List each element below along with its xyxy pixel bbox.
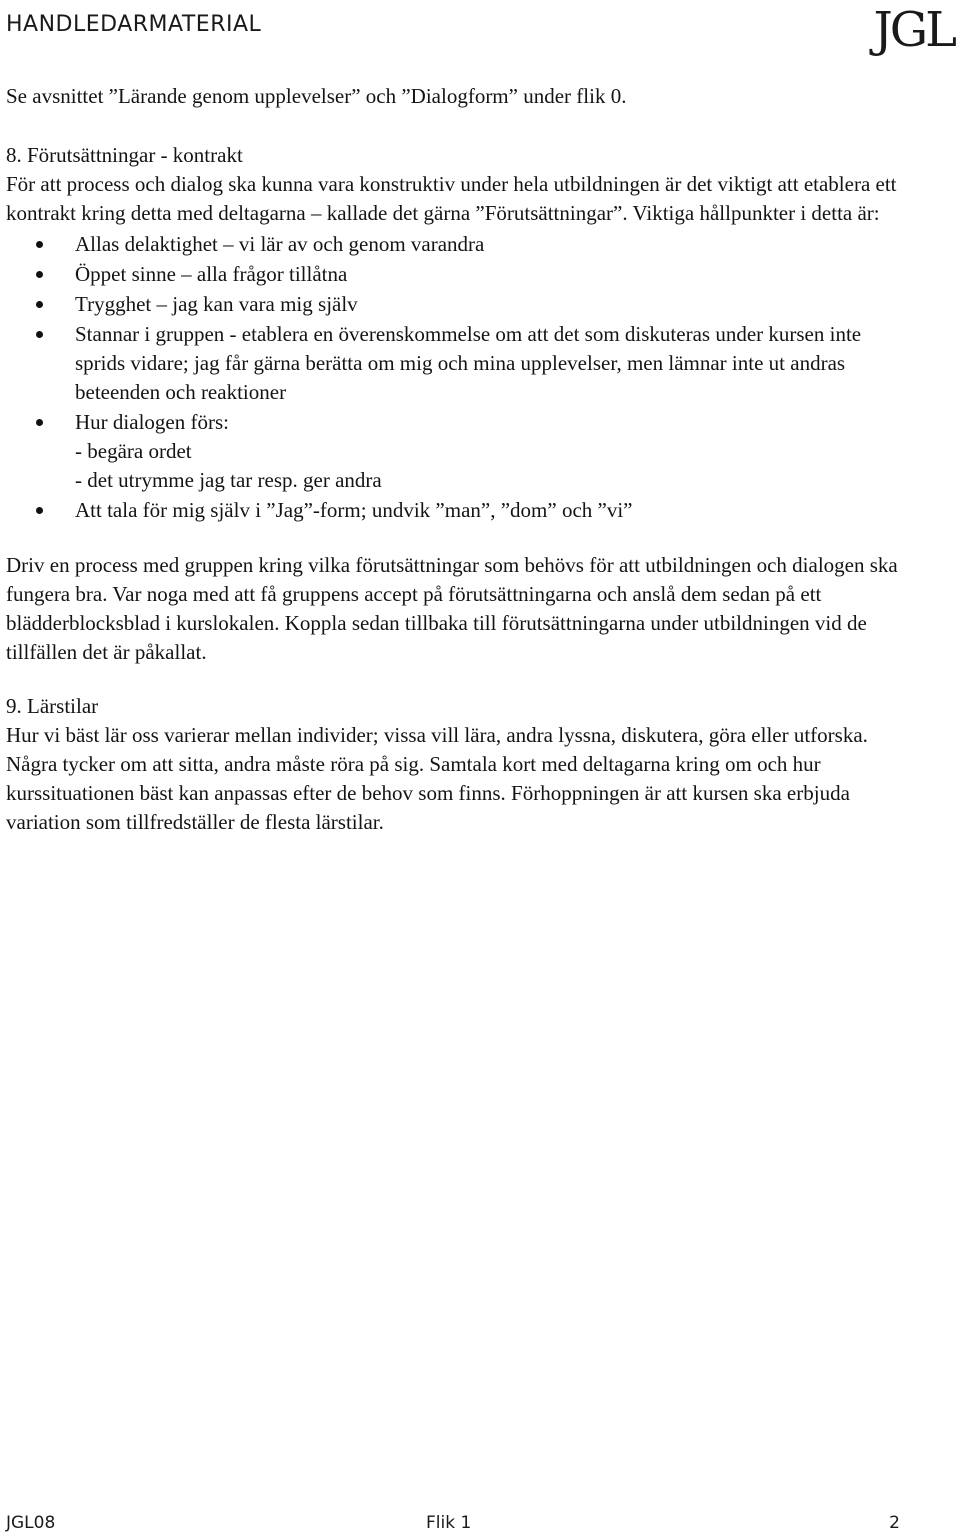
- document-body: [6, 82, 906, 837]
- section-9-title: 9. Lärstilar: [6, 694, 99, 718]
- section-8-bullet-list: [6, 230, 906, 525]
- list-item: Trygghet – jag kan vara mig själv: [6, 290, 906, 319]
- bullet-icon: [36, 507, 43, 514]
- list-item: Stannar i gruppen - etablera en överenskommelse om att det som diskuteras under kursen inte sprids vidare; jag får gärna berätta om mig och mina upplevelser, men lämnar inte ut andras beteenden och reaktioner: [6, 320, 906, 407]
- list-item: Allas delaktighet – vi lär av och genom varandra: [6, 230, 906, 259]
- list-item: Öppet sinne – alla frågor tillåtna: [6, 260, 906, 289]
- list-item: Hur dialogen förs: - begära ordet - det utrymme jag tar resp. ger andra: [6, 408, 906, 495]
- bullet-icon: [36, 301, 43, 308]
- section-8-paragraph-1: För att process och dialog ska kunna vara konstruktiv under hela utbildningen är det viktigt att etablera ett kontrakt kring detta med deltagarna – kallade det gärna ”Förutsättningar”. Viktiga hållpunkter i detta är:: [6, 172, 897, 225]
- bullet-icon: [36, 419, 43, 426]
- bullet-icon: [36, 241, 43, 248]
- jgl-logo: JGL: [873, 2, 954, 58]
- list-item: Att tala för mig själv i ”Jag”-form; undvik ”man”, ”dom” och ”vi”: [6, 496, 906, 525]
- footer-page-number: 2: [889, 1513, 900, 1533]
- section-8-title: 8. Förutsättningar - kontrakt: [6, 143, 243, 167]
- section-9-paragraph: Hur vi bäst lär oss varierar mellan individer; vissa vill lära, andra lyssna, diskutera, göra eller utforska. Några tycker om att sitta, andra måste röra på sig. Samtala kort med deltagarna kring om och hur kurssituationen bäst kan anpassas efter de behov som finns. Förhoppningen är att kursen ska erbjuda variation som tillfredställer de flesta lärstilar.: [6, 723, 868, 834]
- bullet-icon: [36, 271, 43, 278]
- footer-center-label: Flik 1: [426, 1513, 472, 1533]
- document-header-title: HANDLEDARMATERIAL: [6, 12, 262, 37]
- intro-paragraph: Se avsnittet ”Lärande genom upplevelser” och ”Dialogform” under flik 0.: [6, 84, 627, 108]
- section-8-paragraph-2: Driv en process med gruppen kring vilka förutsättningar som behövs för att utbildningen och dialogen ska fungera bra. Var noga med att få gruppens accept på förutsättningarna och anslå dem sedan på ett blädderblocksblad i kurslokalen. Koppla sedan tillbaka till förutsättningarna under utbildningen vid de tillfällen det är påkallat.: [6, 553, 898, 664]
- bullet-icon: [36, 331, 43, 338]
- footer-left-code: JGL08: [6, 1513, 56, 1533]
